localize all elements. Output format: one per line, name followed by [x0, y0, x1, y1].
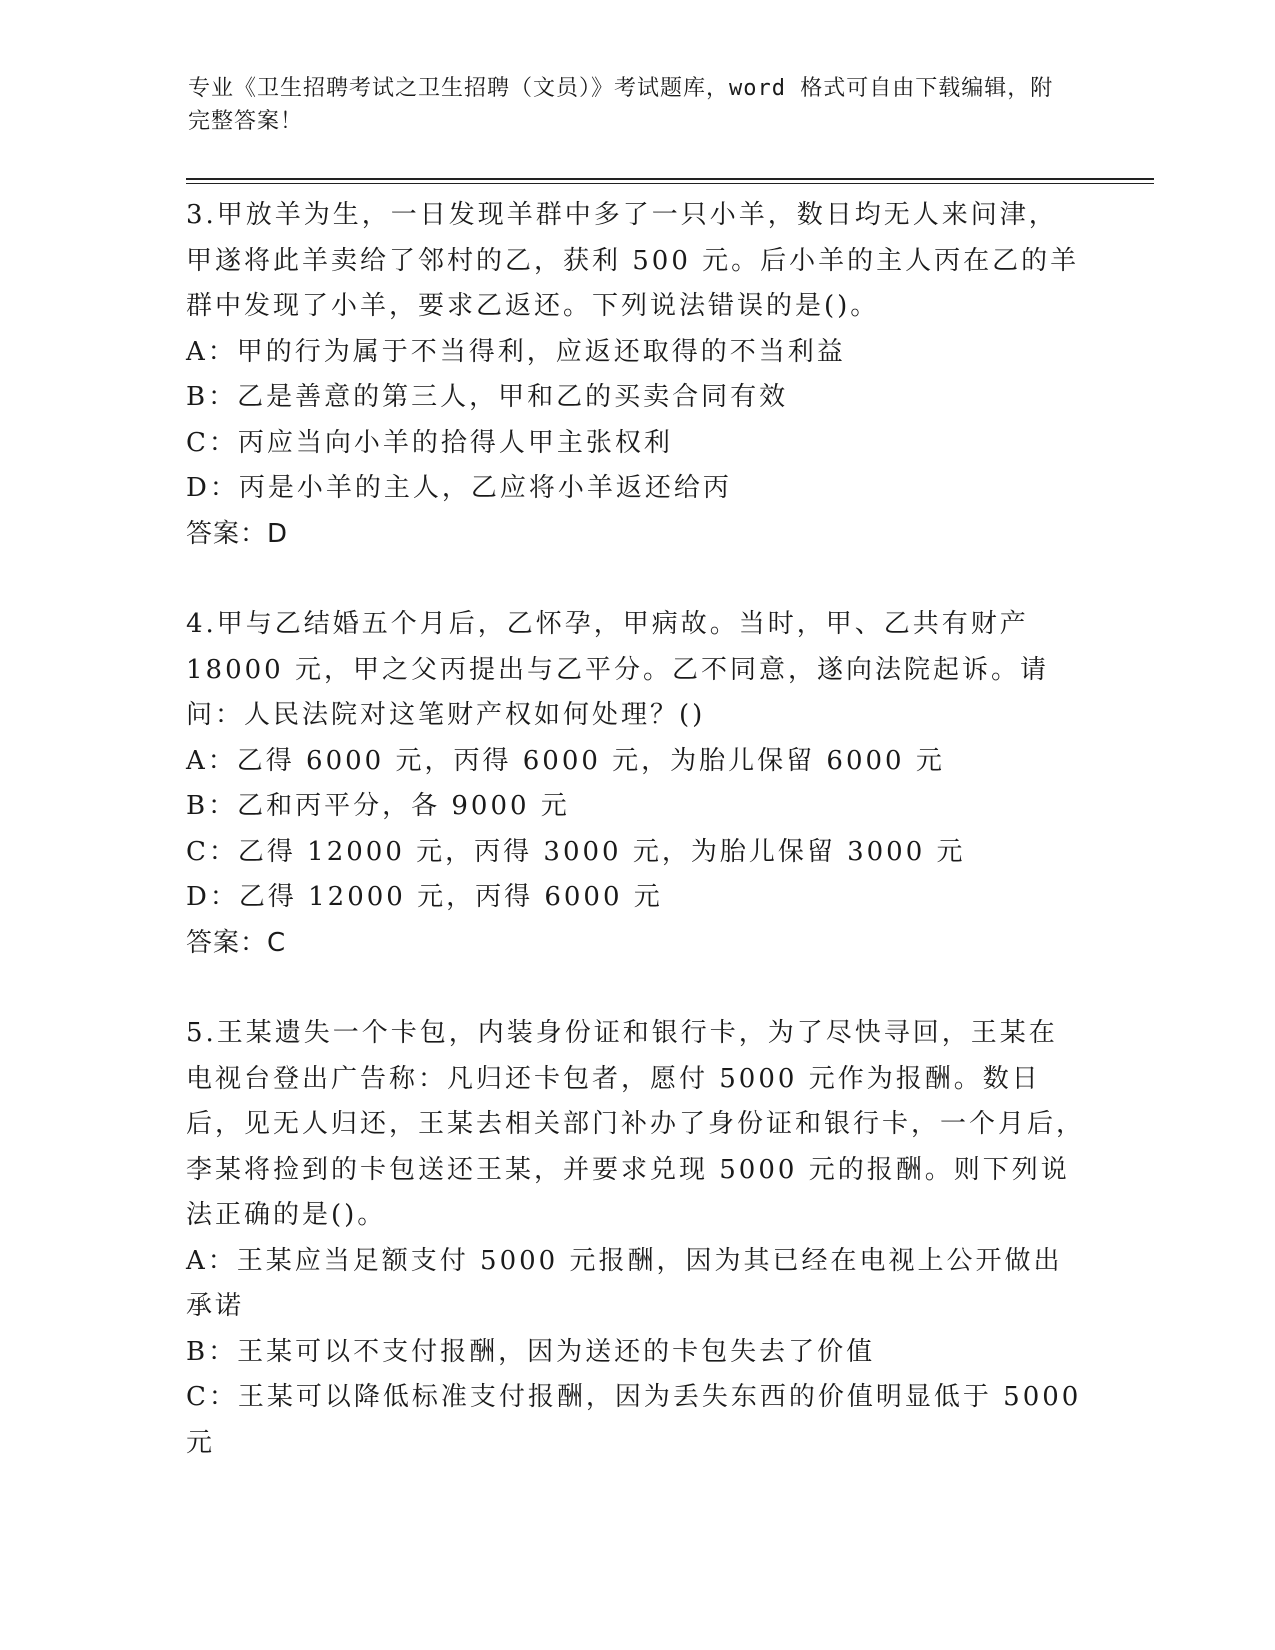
question-5: [186, 1011, 1086, 1466]
option-b: B：王某可以不支付报酬，因为送还的卡包失去了价值: [186, 1336, 876, 1367]
answer-line: 答案：D: [186, 518, 289, 549]
question-stem: 3.甲放羊为生，一日发现羊群中多了一只小羊，数日均无人来问津，甲遂将此羊卖给了邻村的乙，获利 500 元。后小羊的主人丙在乙的羊群中发现了小羊，要求乙返还。下列说法错误的是()。: [186, 200, 1080, 321]
option-c: C：王某可以降低标准支付报酬，因为丢失东西的价值明显低于 5000 元: [186, 1382, 1082, 1458]
header-rule-thick: [186, 178, 1154, 180]
question-stem: 5.王某遗失一个卡包，内装身份证和银行卡，为了尽快寻回，王某在电视台登出广告称：凡归还卡包者，愿付 5000 元作为报酬。数日后，见无人归还，王某去相关部门补办了身份证和银行卡，一个月后，李某将捡到的卡包送还王某，并要求兑现 5000 元的报酬。则下列说法正确的是()。: [186, 1018, 1086, 1230]
option-d: D：丙是小羊的主人，乙应将小羊返还给丙: [186, 473, 732, 503]
option-a: A：乙得 6000 元，丙得 6000 元，为胎儿保留 6000 元: [186, 745, 945, 776]
option-a: A：甲的行为属于不当得利，应返还取得的不当利益: [186, 336, 846, 367]
option-b: B：乙和丙平分，各 9000 元: [186, 791, 570, 821]
question-stem: 4.甲与乙结婚五个月后，乙怀孕，甲病故。当时，甲、乙共有财产18000 元，甲之父丙提出与乙平分。乙不同意，遂向法院起诉。请问：人民法院对这笔财产权如何处理？(): [186, 609, 1049, 730]
question-list: [186, 193, 1086, 1511]
option-b: B：乙是善意的第三人，甲和乙的买卖合同有效: [186, 382, 789, 412]
option-c: C：乙得 12000 元，丙得 3000 元，为胎儿保留 3000 元: [186, 836, 966, 867]
question-3: [186, 193, 1086, 557]
option-a: A：王某应当足额支付 5000 元报酬，因为其已经在电视上公开做出承诺: [186, 1245, 1063, 1321]
document-header: 专业《卫生招聘考试之卫生招聘（文员）》考试题库，word 格式可自由下载编辑，附完整答案！: [188, 76, 1054, 134]
question-4: [186, 602, 1086, 966]
header-rule-thin: [186, 183, 1154, 184]
option-c: C：丙应当向小羊的拾得人甲主张权利: [186, 427, 673, 458]
answer-line: 答案：C: [186, 927, 287, 958]
option-d: D：乙得 12000 元，丙得 6000 元: [186, 882, 663, 912]
